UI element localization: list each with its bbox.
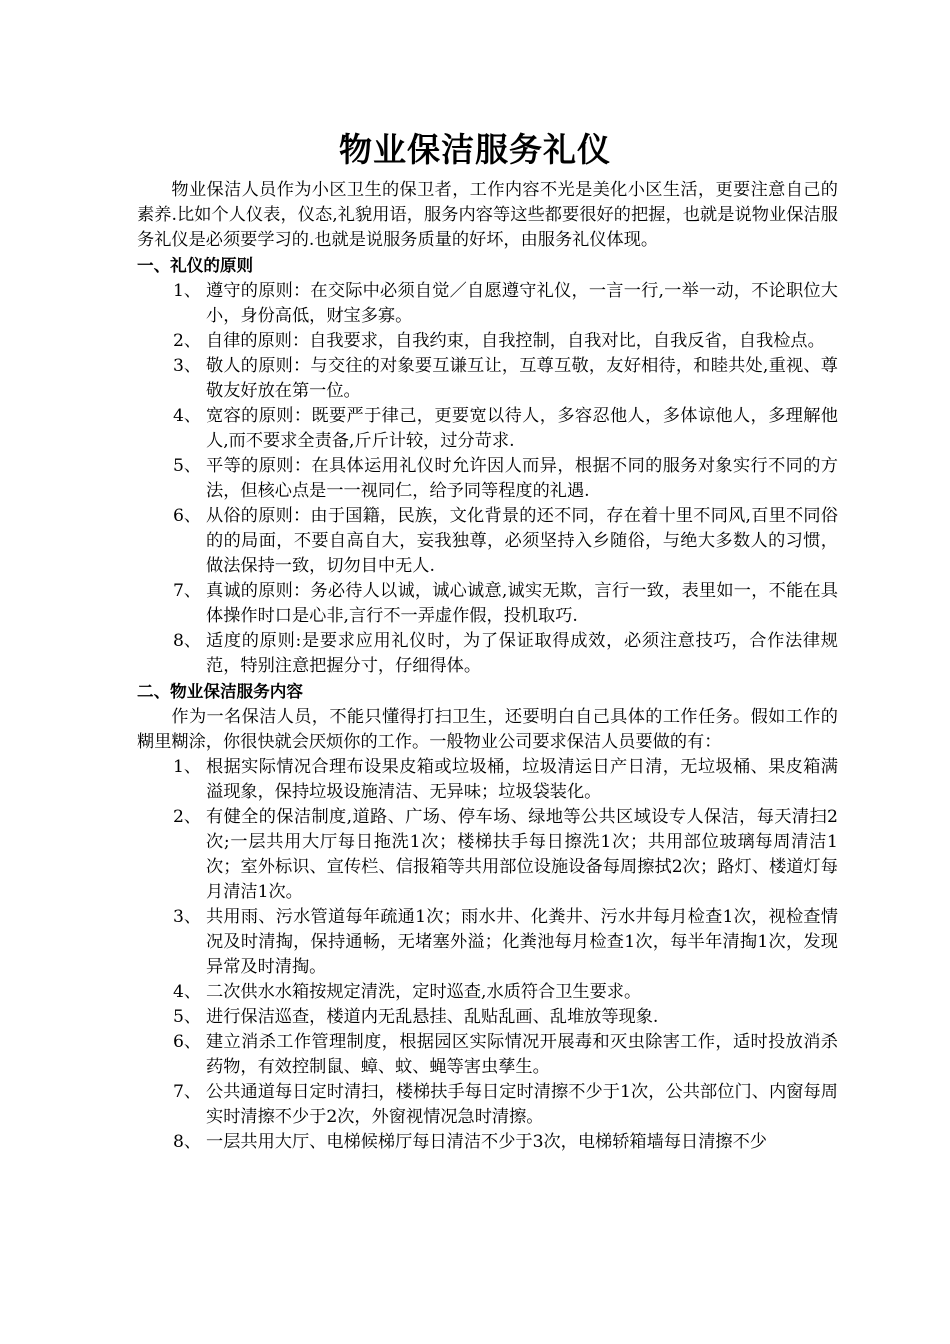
item-number: 5、 <box>173 1007 202 1027</box>
list-item <box>137 354 838 404</box>
item-text: 真诚的原则：务必待人以诚，诚心诚意,诚实无欺，言行一致，表里如一，不能在具体操作时口是心非,言行不一弄虚作假，投机取巧. <box>206 581 838 626</box>
list-item <box>137 805 838 905</box>
item-number: 1、 <box>173 757 202 777</box>
item-number: 4、 <box>173 406 202 426</box>
list-item <box>137 755 838 805</box>
item-number: 7、 <box>173 1082 202 1102</box>
item-text: 建立消杀工作管理制度，根据园区实际情况开展毒和灭虫除害工作，适时投放消杀药物，有效控制鼠、蟑、蚊、蝇等害虫孳生。 <box>206 1032 838 1077</box>
item-text: 自律的原则：自我要求，自我约束，自我控制，自我对比，自我反省，自我检点。 <box>206 331 825 351</box>
item-text: 宽容的原则：既要严于律己，更要宽以待人，多容忍他人，多体谅他人，多理解他人,而不要求全责备,斤斤计较，过分苛求. <box>206 406 838 451</box>
item-text: 从俗的原则：由于国籍，民族，文化背景的还不同，存在着十里不同风,百里不同俗的的局面，不要自高自大，妄我独尊，必须坚持入乡随俗，与绝大多数人的习惯，做法保持一致，切勿目中无人. <box>206 506 838 576</box>
list-item <box>137 329 838 354</box>
item-number: 6、 <box>173 506 202 526</box>
item-text: 适度的原则:是要求应用礼仪时，为了保证取得成效，必须注意技巧，合作法律规范，特别注意把握分寸，仔细得体。 <box>206 631 838 676</box>
item-text: 平等的原则：在具体运用礼仪时允许因人而异，根据不同的服务对象实行不同的方法，但核心点是一一视同仁，给予同等程度的礼遇. <box>206 456 838 501</box>
list-item <box>137 1005 838 1030</box>
item-text: 公共通道每日定时清扫，楼梯扶手每日定时清擦不少于1次，公共部位门、内窗每周实时清擦不少于2次，外窗视情况急时清擦。 <box>206 1082 838 1127</box>
item-number: 2、 <box>173 807 202 827</box>
list-item <box>137 1080 838 1130</box>
item-text: 根据实际情况合理布设果皮箱或垃圾桶，垃圾清运日产日清，无垃圾桶、果皮箱满溢现象，保持垃圾设施清洁、无异味；垃圾袋装化。 <box>206 757 838 802</box>
list-item <box>137 1130 838 1155</box>
document-title: 物业保洁服务礼仪 <box>339 130 611 169</box>
item-number: 6、 <box>173 1032 202 1052</box>
list-item <box>137 905 838 980</box>
item-text: 二次供水水箱按规定清洗，定时巡查,水质符合卫生要求。 <box>206 982 642 1002</box>
item-text: 一层共用大厅、电梯候梯厅每日清洁不少于3次，电梯轿箱墙每日清擦不少 <box>206 1132 767 1152</box>
item-number: 5、 <box>173 456 202 476</box>
list-item <box>137 404 838 454</box>
list-item <box>137 454 838 504</box>
section-heading-principles: 一、礼仪的原则 <box>137 256 254 275</box>
item-number: 1、 <box>173 281 202 301</box>
item-number: 2、 <box>173 331 202 351</box>
item-number: 7、 <box>173 581 202 601</box>
list-item <box>137 504 838 579</box>
item-text: 共用雨、污水管道每年疏通1次；雨水井、化粪井、污水井每月检查1次，视检查情况及时清掏，保持通畅，无堵塞外溢；化粪池每月检查1次，每半年清掏1次，发现异常及时清掏。 <box>206 907 838 977</box>
item-text: 遵守的原则：在交际中必须自觉／自愿遵守礼仪，一言一行,一举一动，不论职位大小，身份高低，财宝多寡。 <box>206 281 838 326</box>
services-list <box>137 755 838 1155</box>
list-item <box>137 629 838 679</box>
item-number: 8、 <box>173 1132 202 1152</box>
services-intro-paragraph: 作为一名保洁人员，不能只懂得打扫卫生，还要明白自己具体的工作任务。假如工作的糊里糊涂，你很快就会厌烦你的工作。一般物业公司要求保洁人员要做的有： <box>137 707 838 752</box>
item-number: 8、 <box>173 631 202 651</box>
section-heading-services: 二、物业保洁服务内容 <box>137 682 303 701</box>
item-number: 3、 <box>173 907 202 927</box>
intro-paragraph: 物业保洁人员作为小区卫生的保卫者，工作内容不光是美化小区生活，更要注意自己的素养.比如个人仪表，仪态,礼貌用语，服务内容等这些都要很好的把握，也就是说物业保洁服务礼仪是必须要学习的.也就是说服务质量的好坏，由服务礼仪体现。 <box>137 180 838 250</box>
list-item <box>137 1030 838 1080</box>
list-item <box>137 980 838 1005</box>
list-item <box>137 279 838 329</box>
item-text: 敬人的原则：与交往的对象要互谦互让，互尊互敬，友好相待，和睦共处,重视、尊敬友好放在第一位。 <box>206 356 838 401</box>
item-number: 3、 <box>173 356 202 376</box>
document-body <box>137 178 838 1155</box>
principles-list <box>137 279 838 679</box>
item-number: 4、 <box>173 982 202 1002</box>
list-item <box>137 579 838 629</box>
item-text: 进行保洁巡查，楼道内无乱悬挂、乱贴乱画、乱堆放等现象. <box>206 1007 659 1027</box>
item-text: 有健全的保洁制度,道路、广场、停车场、绿地等公共区域设专人保洁，每天清扫2次;一层共用大厅每日拖洗1次；楼梯扶手每日擦洗1次；共用部位玻璃每周清洁1次；室外标识、宣传栏、信报箱等共用部位设施设备每周擦拭2次；路灯、楼道灯每月清洁1次。 <box>206 807 838 902</box>
